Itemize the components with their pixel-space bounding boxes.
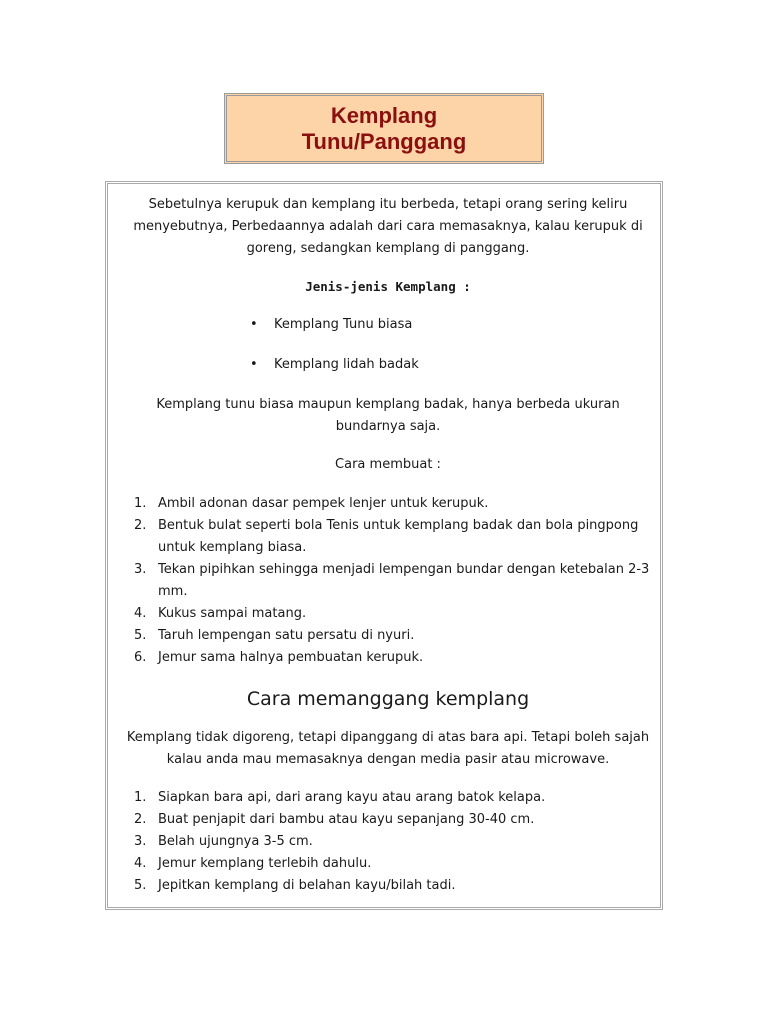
step-text: Siapkan bara api, dari arang kayu atau arang batok kelapa. [158,790,546,805]
step-text: Bentuk bulat seperti bola Tenis untuk kemplang badak dan bola pingpong untuk kemplang biasa. [158,518,639,555]
cara-membuat-label: Cara membuat : [335,457,441,472]
list-item-text: Kemplang Tunu biasa [274,317,413,332]
list-item: 5. Taruh lempengan satu persatu di nyuri. [134,628,415,643]
list-item: 4. Jemur kemplang terlebih dahulu. [134,856,372,871]
list-item: 2. Buat penjapit dari bambu atau kayu sepanjang 30-40 cm. [134,812,535,827]
step-text: Ambil adonan dasar pempek lenjer untuk kerupuk. [158,496,489,511]
title-line-1: Kemplang [330,102,438,128]
step-text: Belah ujungnya 3-5 cm. [158,834,313,849]
list-item: 4. Kukus sampai matang. [134,606,307,621]
list-item: 3. Belah ujungnya 3-5 cm. [134,834,313,849]
list-item: 2. Bentuk bulat seperti bola Tenis untuk kemplang badak dan bola pingpong untuk kemplang biasa. [134,518,639,555]
section-heading: Cara memanggang kemplang [246,688,530,710]
memanggang-description: Kemplang tidak digoreng, tetapi dipanggang di atas bara api. Tetapi boleh sajah kalau anda mau memasaknya dengan media pasir atau microwave. [126,730,650,767]
jenis-heading: Jenis-jenis Kemplang : [305,279,471,294]
list-item: 1. Siapkan bara api, dari arang kayu atau arang batok kelapa. [134,790,546,805]
intro-paragraph: Sebetulnya kerupuk dan kemplang itu berbeda, tetapi orang sering keliru menyebutnya, Perbedaannya adalah dari cara memasaknya, kalau kerupuk di goreng, sedangkan kemplang di panggang. [133,197,643,256]
step-text: Jepitkan kemplang di belahan kayu/bilah tadi. [158,878,456,893]
cara-memanggang-steps [122,787,654,897]
bullet-icon: • [250,317,258,332]
list-item-text: Kemplang lidah badak [274,357,419,372]
cara-membuat-steps [122,493,654,669]
bullet-icon: • [250,357,258,372]
list-item [250,314,654,336]
step-text: Buat penjapit dari bambu atau kayu sepanjang 30-40 cm. [158,812,535,827]
list-item [250,354,654,376]
list-item: 3. Tekan pipihkan sehingga menjadi lempengan bundar dengan ketebalan 2-3 mm. [134,562,650,599]
list-item: 1. Ambil adonan dasar pempek lenjer untuk kerupuk. [134,496,489,511]
content-box [105,181,663,910]
step-text: Jemur sama halnya pembuatan kerupuk. [158,650,424,665]
jenis-list [122,314,654,376]
title-box [224,93,544,164]
description-paragraph: Kemplang tunu biasa maupun kemplang badak, hanya berbeda ukuran bundarnya saja. [156,397,620,434]
list-item: 5. Jepitkan kemplang di belahan kayu/bilah tadi. [134,878,456,893]
title-line-2: Tunu/Panggang [301,128,467,154]
step-text: Kukus sampai matang. [158,606,307,621]
step-text: Taruh lempengan satu persatu di nyuri. [158,628,415,643]
step-text: Jemur kemplang terlebih dahulu. [158,856,372,871]
step-text: Tekan pipihkan sehingga menjadi lempengan bundar dengan ketebalan 2-3 mm. [158,562,650,599]
list-item: 6. Jemur sama halnya pembuatan kerupuk. [134,650,424,665]
